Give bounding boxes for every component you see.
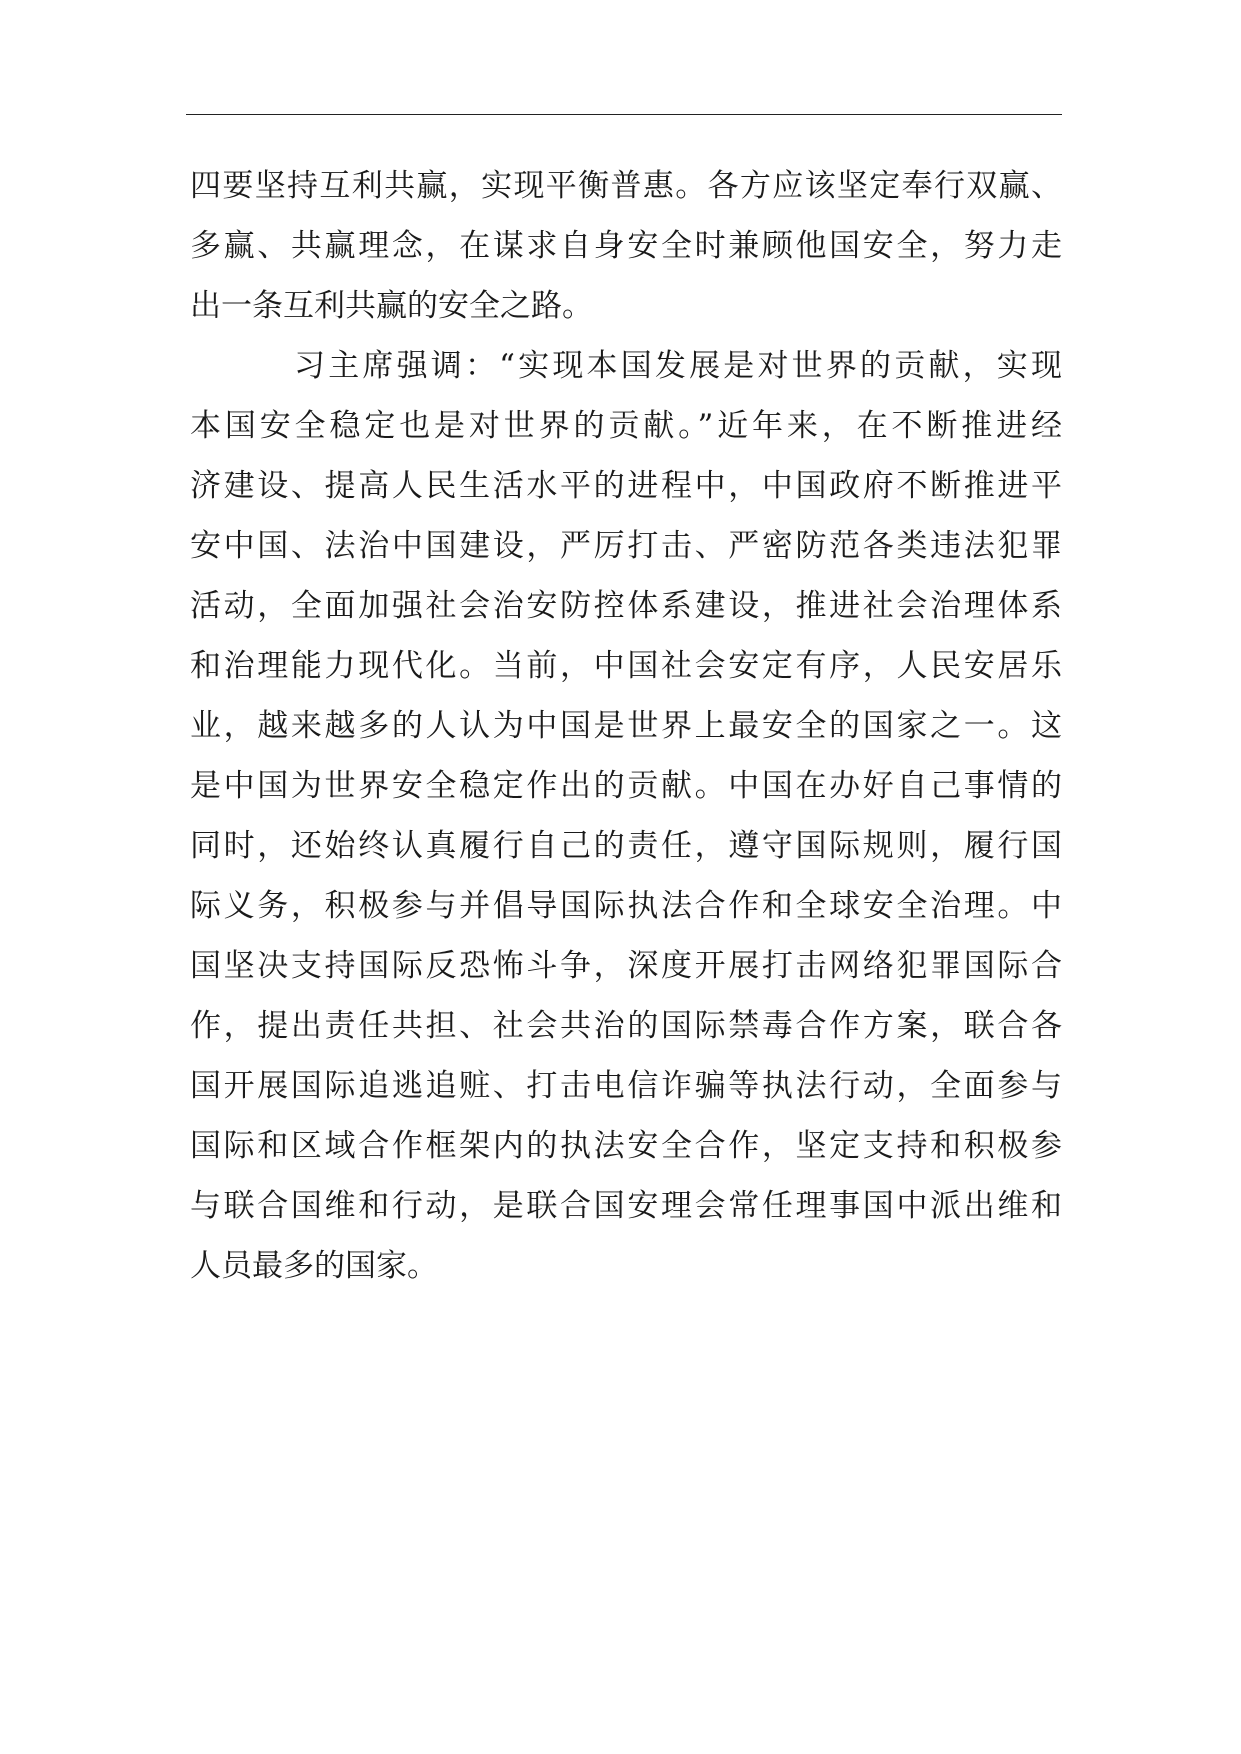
text-line: 多赢、共赢理念，在谋求自身安全时兼顾他国安全，努力走 [190, 228, 1062, 264]
text-line: 同时，还始终认真履行自己的责任，遵守国际规则，履行国 [190, 828, 1062, 864]
text-line: 与联合国维和行动，是联合国安理会常任理事国中派出维和 [190, 1188, 1062, 1224]
text-line: 活动，全面加强社会治安防控体系建设，推进社会治理体系 [190, 588, 1062, 624]
text-line: 国坚决支持国际反恐怖斗争，深度开展打击网络犯罪国际合 [190, 948, 1062, 984]
text-line: 济建设、提高人民生活水平的进程中，中国政府不断推进平 [190, 468, 1062, 504]
text-line: 安中国、法治中国建设，严厉打击、严密防范各类违法犯罪 [190, 528, 1062, 564]
text-line: 出一条互利共赢的安全之路。 [190, 288, 593, 324]
text-line: 作，提出责任共担、社会共治的国际禁毒合作方案，联合各 [190, 1008, 1062, 1044]
text-line: 和治理能力现代化。当前，中国社会安定有序，人民安居乐 [190, 648, 1062, 684]
paragraph-2 [190, 336, 1062, 1296]
text-line: 际义务，积极参与并倡导国际执法合作和全球安全治理。中 [190, 888, 1062, 924]
text-line: 国际和区域合作框架内的执法安全合作，坚定支持和积极参 [190, 1128, 1062, 1164]
document-body [190, 156, 1062, 1296]
text-line: 业，越来越多的人认为中国是世界上最安全的国家之一。这 [190, 708, 1062, 744]
paragraph-1 [190, 156, 1062, 336]
text-line: 四要坚持互利共赢，实现平衡普惠。各方应该坚定奉行双赢、 [190, 168, 1062, 204]
text-line: 本国安全稳定也是对世界的贡献。”近年来，在不断推进经 [190, 408, 1062, 444]
text-line: 是中国为世界安全稳定作出的贡献。中国在办好自己事情的 [190, 768, 1062, 804]
text-line: 国开展国际追逃追赃、打击电信诈骗等执法行动，全面参与 [190, 1068, 1062, 1104]
text-line: 习主席强调：“实现本国发展是对世界的贡献，实现 [294, 348, 1062, 384]
header-rule [186, 114, 1062, 115]
text-line: 人员最多的国家。 [190, 1248, 438, 1284]
